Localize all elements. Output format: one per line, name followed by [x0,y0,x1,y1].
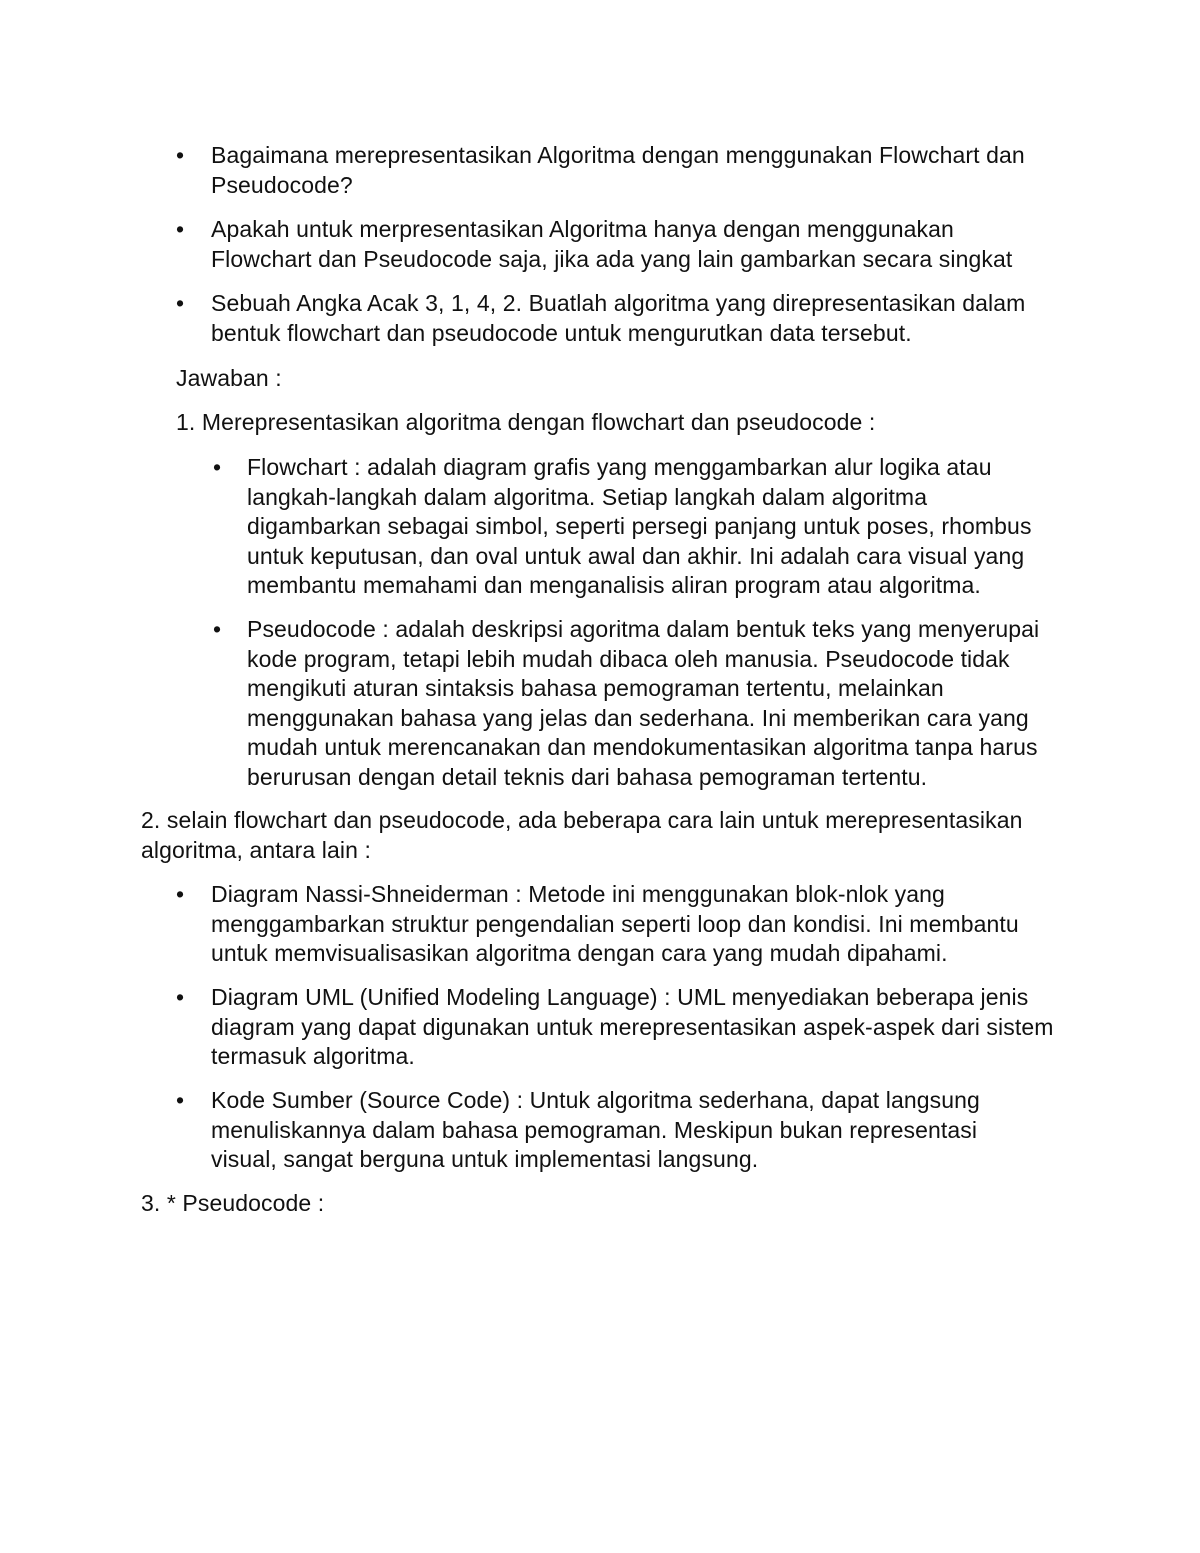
question-item [176,289,1076,349]
question-item [176,215,1076,275]
section2-item-text: Kode Sumber (Source Code) : Untuk algoritma sederhana, dapat langsung menuliskannya dalam bahasa pemograman. Meskipun bukan representasi visual, sangat berguna untuk implementasi langsung. [211,1087,980,1172]
bullet-icon: • [176,142,185,168]
section1-item-text: Flowchart : adalah diagram grafis yang menggambarkan alur logika atau langkah-langkah dalam algoritma. Setiap langkah dalam algoritma digambarkan sebagai simbol, seperti persegi panjang untuk poses, rhombus untuk keputusan, dan oval untuk awal dan akhir. Ini adalah cara visual yang membantu memahami dan menganalisis aliran program atau algoritma. [247,454,1032,598]
question-text: Bagaimana merepresentasikan Algoritma dengan menggunakan Flowchart dan Pseudocode? [211,142,1025,198]
section3-title: 3. * Pseudocode : [141,1190,325,1216]
section2-item [176,880,1056,970]
bullet-icon: • [176,1087,185,1113]
section2-item-text: Diagram Nassi-Shneiderman : Metode ini menggunakan blok-nlok yang menggambarkan struktur pengendalian seperti loop dan kondisi. Ini membantu untuk memvisualisasikan algoritma dengan cara yang mudah dipahami. [211,881,1019,966]
section2-item-text: Diagram UML (Unified Modeling Language) : UML menyediakan beberapa jenis diagram yang dapat digunakan untuk merepresentasikan aspek-aspek dari sistem termasuk algoritma. [211,984,1054,1069]
section2-item [176,1086,1056,1176]
question-item [176,141,1076,201]
bullet-icon: • [213,454,222,480]
question-text: Apakah untuk merpresentasikan Algoritma hanya dengan menggunakan Flowchart dan Pseudocode saja, jika ada yang lain gambarkan secara singkat [211,216,1013,272]
section2-item [176,983,1056,1073]
bullet-icon: • [213,616,222,642]
bullet-icon: • [176,216,185,242]
section1-item [213,453,1073,603]
bullet-icon: • [176,881,185,907]
question-text: Sebuah Angka Acak 3, 1, 4, 2. Buatlah algoritma yang direpresentasikan dalam bentuk flowchart dan pseudocode untuk mengurutkan data tersebut. [211,290,1026,346]
section1-item-text: Pseudocode : adalah deskripsi agoritma dalam bentuk teks yang menyerupai kode program, tetapi lebih mudah dibaca oleh manusia. Pseudocode tidak mengikuti aturan sintaksis bahasa pemograman tertentu, melainkan menggunakan bahasa yang jelas dan sederhana. Ini memberikan cara yang mudah untuk merencanakan dan mendokumentasikan algoritma tanpa harus berurusan dengan detail teknis dari bahasa pemograman tertentu. [247,616,1040,790]
bullet-icon: • [176,290,185,316]
section1-title: 1. Merepresentasikan algoritma dengan flowchart dan pseudocode : [176,409,876,435]
answer-heading: Jawaban : [176,365,282,391]
bullet-icon: • [176,984,185,1010]
section1-item [213,615,1073,795]
section2-title: 2. selain flowchart dan pseudocode, ada beberapa cara lain untuk merepresentasikan algoritma, antara lain : [141,807,1023,863]
